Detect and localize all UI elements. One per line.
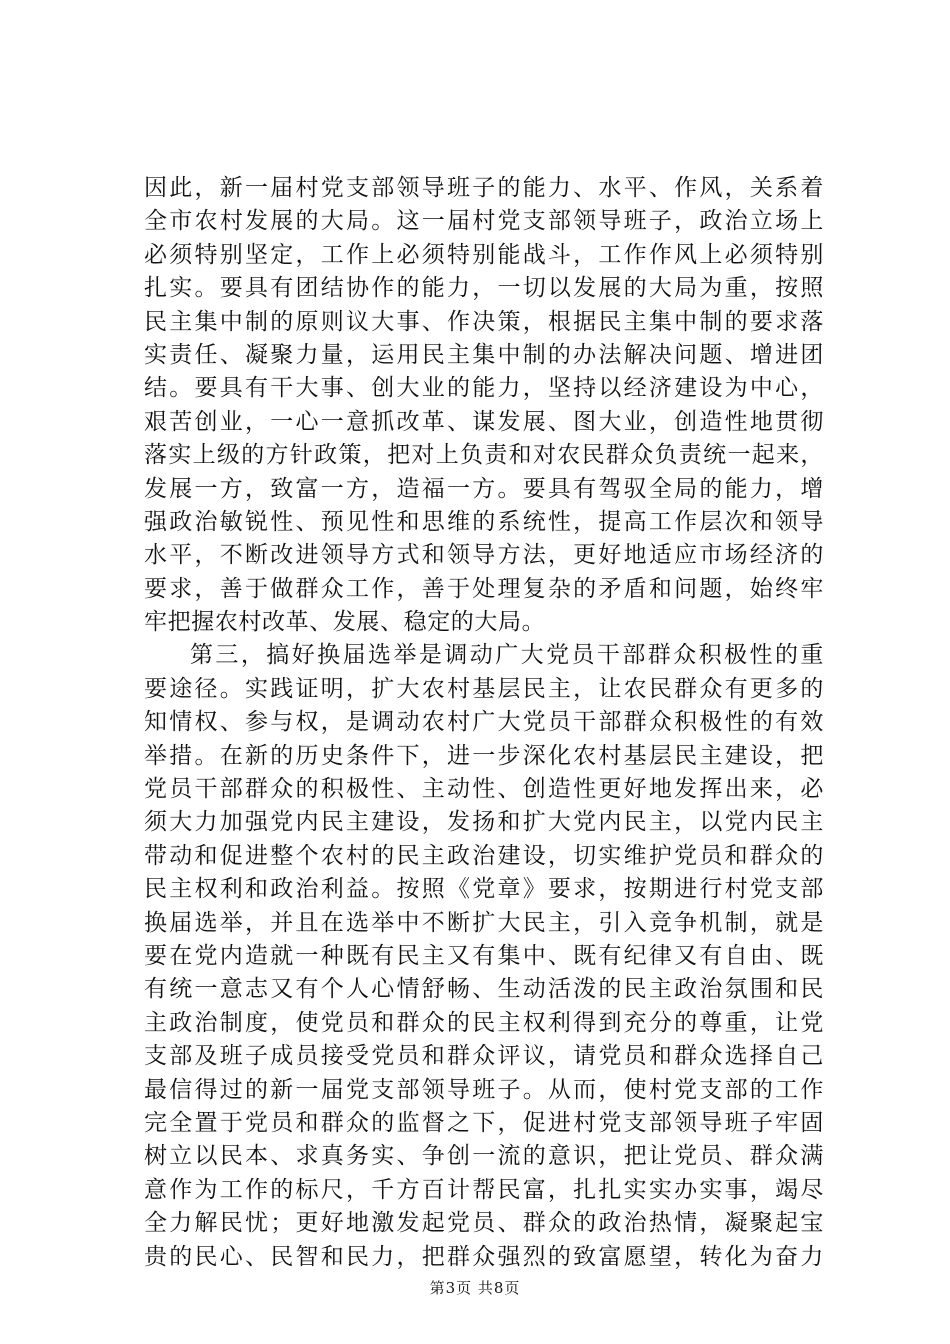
text-line: 实责任、凝聚力量，运用民主集中制的办法解决问题、增进团	[144, 341, 824, 368]
text-line: 举措。在新的历史条件下，进一步深化农村基层民主建设，把	[144, 742, 824, 769]
text-line: 带动和促进整个农村的民主政治建设，切实维护党员和群众的	[144, 842, 824, 869]
text-line: 要在党内造就一种既有民主又有集中、既有纪律又有自由、既	[144, 942, 824, 969]
text-line: 有统一意志又有个人心情舒畅、生动活泼的民主政治氛围和民	[144, 976, 824, 1003]
text-line: 换届选举，并且在选举中不断扩大民主，引入竞争机制，就是	[144, 909, 824, 936]
page-number: 第3页 共8页	[429, 1279, 521, 1297]
text-line: 完全置于党员和群众的监督之下，促进村党支部领导班子牢固	[144, 1109, 824, 1136]
text-line: 须大力加强党内民主建设，发扬和扩大党内民主，以党内民主	[144, 809, 824, 836]
paragraph-2	[144, 639, 824, 1273]
text-line: 民主集中制的原则议大事、作决策，根据民主集中制的要求落	[144, 308, 824, 335]
paragraph-1	[144, 172, 824, 639]
text-line: 发展一方，致富一方，造福一方。要具有驾驭全局的能力，增	[144, 475, 824, 502]
document-body	[144, 172, 824, 1274]
text-line: 要求，善于做群众工作，善于处理复杂的矛盾和问题，始终牢	[144, 575, 824, 602]
text-line: 牢把握农村改革、发展、稳定的大局。	[144, 609, 546, 636]
text-line: 树立以民本、求真务实、争创一流的意识，把让党员、群众满	[144, 1143, 824, 1170]
text-line: 知情权、参与权，是调动农村广大党员干部群众积极性的有效	[144, 709, 824, 736]
text-line: 第三，搞好换届选举是调动广大党员干部群众积极性的重	[190, 642, 824, 669]
text-line: 全力解民忧；更好地激发起党员、群众的政治热情，凝聚起宝	[144, 1210, 824, 1237]
text-line: 落实上级的方针政策，把对上负责和对农民群众负责统一起来，	[144, 442, 824, 469]
text-line: 艰苦创业，一心一意抓改革、谋发展、图大业，创造性地贯彻	[144, 408, 824, 435]
text-line: 结。要具有干大事、创大业的能力，坚持以经济建设为中心，	[144, 375, 824, 402]
text-line: 要途径。实践证明，扩大农村基层民主，让农民群众有更多的	[144, 675, 824, 702]
text-line: 全市农村发展的大局。这一届村党支部领导班子，政治立场上	[144, 208, 824, 235]
text-line: 最信得过的新一届党支部领导班子。从而，使村党支部的工作	[144, 1076, 824, 1103]
text-line: 水平，不断改进领导方式和领导方法，更好地适应市场经济的	[144, 542, 824, 569]
text-line: 党员干部群众的积极性、主动性、创造性更好地发挥出来，必	[144, 776, 824, 803]
text-line: 意作为工作的标尺，千方百计帮民富，扎扎实实办实事，竭尽	[144, 1176, 824, 1203]
text-line: 主政治制度，使党员和群众的民主权利得到充分的尊重，让党	[144, 1009, 824, 1036]
text-line: 因此，新一届村党支部领导班子的能力、水平、作风，关系着	[144, 175, 824, 201]
text-line: 贵的民心、民智和民力，把群众强烈的致富愿望，转化为奋力	[144, 1243, 824, 1270]
text-line: 支部及班子成员接受党员和群众评议，请党员和群众选择自己	[144, 1043, 824, 1070]
text-line: 必须特别坚定，工作上必须特别能战斗，工作作风上必须特别	[144, 241, 824, 268]
text-line: 强政治敏锐性、预见性和思维的系统性，提高工作层次和领导	[144, 508, 824, 535]
text-line: 民主权利和政治利益。按照《党章》要求，按期进行村党支部	[144, 876, 824, 903]
text-line: 扎实。要具有团结协作的能力，一切以发展的大局为重，按照	[144, 275, 824, 302]
